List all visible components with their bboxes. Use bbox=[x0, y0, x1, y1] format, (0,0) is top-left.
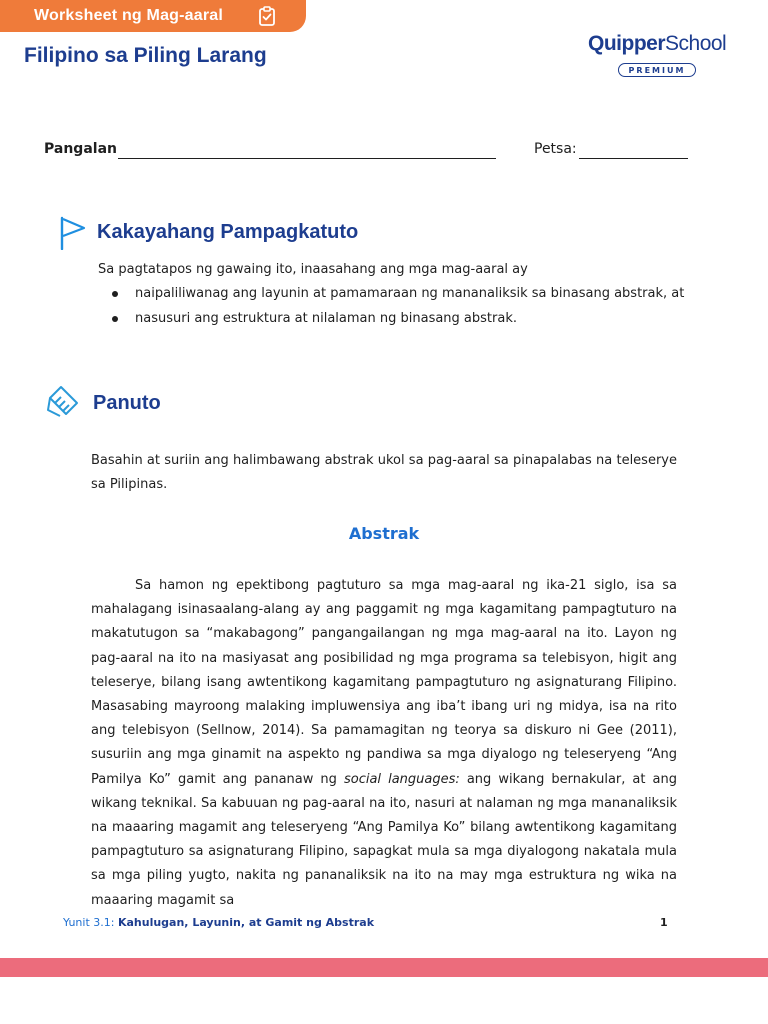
footer-unit bbox=[63, 916, 374, 929]
instructions-text: Basahin at suriin ang halimbawang abstrak ukol sa pag-aaral sa pinapalabas na teleserye sa Pilipinas. bbox=[91, 453, 677, 493]
worksheet-tab-label: Worksheet ng Mag-aaral bbox=[34, 7, 224, 24]
objectives-list bbox=[108, 285, 684, 335]
abstract-text-part2: ang wikang bernakular, at ang wikang teknikal. Sa kabuuan ng pag-aaral na ito, nasuri at nalaman ng mga mananaliksik na maaaring magamit ang teleseryeng “Ang Pamilya Ko” bilang awtentikong kagamitang pampagtuturo sa asignaturang Filipino, sapagkat mula sa mga diyalogong nakatala mula sa mga piling yugto, nakita ng pananaliksik na ito na may mga estruktura ng wika na maaaring magamit sa bbox=[91, 771, 678, 908]
page-number: 1 bbox=[660, 916, 668, 929]
instructions-icon bbox=[46, 384, 80, 418]
footer-unit-prefix: Yunit 3.1: bbox=[63, 916, 115, 929]
instructions-title: Panuto bbox=[93, 392, 161, 414]
flag-icon bbox=[58, 216, 86, 250]
objectives-title: Kakayahang Pampagkatuto bbox=[97, 221, 359, 243]
date-blank-line[interactable] bbox=[579, 158, 688, 159]
quipper-school-logo bbox=[588, 32, 728, 80]
name-date-row bbox=[44, 141, 704, 161]
abstract-body bbox=[91, 574, 677, 913]
date-label: Petsa: bbox=[534, 141, 577, 157]
list-item: nasusuri ang estruktura at nilalaman ng binasang abstrak. bbox=[108, 310, 684, 335]
logo-wordmark bbox=[588, 32, 726, 56]
logo-school-text: School bbox=[665, 32, 727, 55]
logo-quipper-text: Quipper bbox=[588, 32, 666, 55]
clipboard-check-icon bbox=[256, 5, 278, 27]
worksheet-tab bbox=[0, 0, 306, 32]
subject-title: Filipino sa Piling Larang bbox=[24, 44, 267, 67]
objectives-intro: Sa pagtatapos ng gawaing ito, inaasahang ang mga mag-aaral ay bbox=[98, 262, 528, 277]
name-label: Pangalan bbox=[44, 141, 117, 157]
logo-premium-badge: PREMIUM bbox=[618, 63, 696, 77]
footer-bar bbox=[0, 958, 768, 977]
abstract-title: Abstrak bbox=[348, 524, 420, 543]
footer-unit-title: Kahulugan, Layunin, at Gamit ng Abstrak bbox=[117, 916, 375, 929]
abstract-text-part1: Sa hamon ng epektibong pagtuturo sa mga mag-aaral ng ika-21 siglo, isa sa mahalagang isinasaalang-alang ay ang paggamit ng mga kagamitang pampagtuturo na makatutugon sa “makabagong” pangangailangan ng mga mag-aaral na ito. Layon ng pag-aaral na ito na masiyasat ang posibilidad ng mga programa sa telebisyon, higit ang teleserye, bilang isang awtentikong kagamitang pampagtuturo ng asignaturang Filipino. Masasabing mayroong malaking impluwensiya ang iba’t ibang uri ng midya, isa na rito ang telebisyon (Sellnow, 2014). Sa pamamagitan ng teorya sa diskuro ni Gee (2011), susuriin ang mga ginamit na aspekto ng pandiwa sa mga diyalogo ng teleseryeng “Ang Pamilya Ko” gamit ang pananaw ng bbox=[91, 578, 677, 787]
list-item: naipaliliwanag ang layunin at pamamaraan ng mananaliksik sa binasang abstrak, at bbox=[108, 285, 684, 310]
abstract-emphasis: social languages: bbox=[343, 771, 460, 787]
name-blank-line[interactable] bbox=[118, 158, 496, 159]
